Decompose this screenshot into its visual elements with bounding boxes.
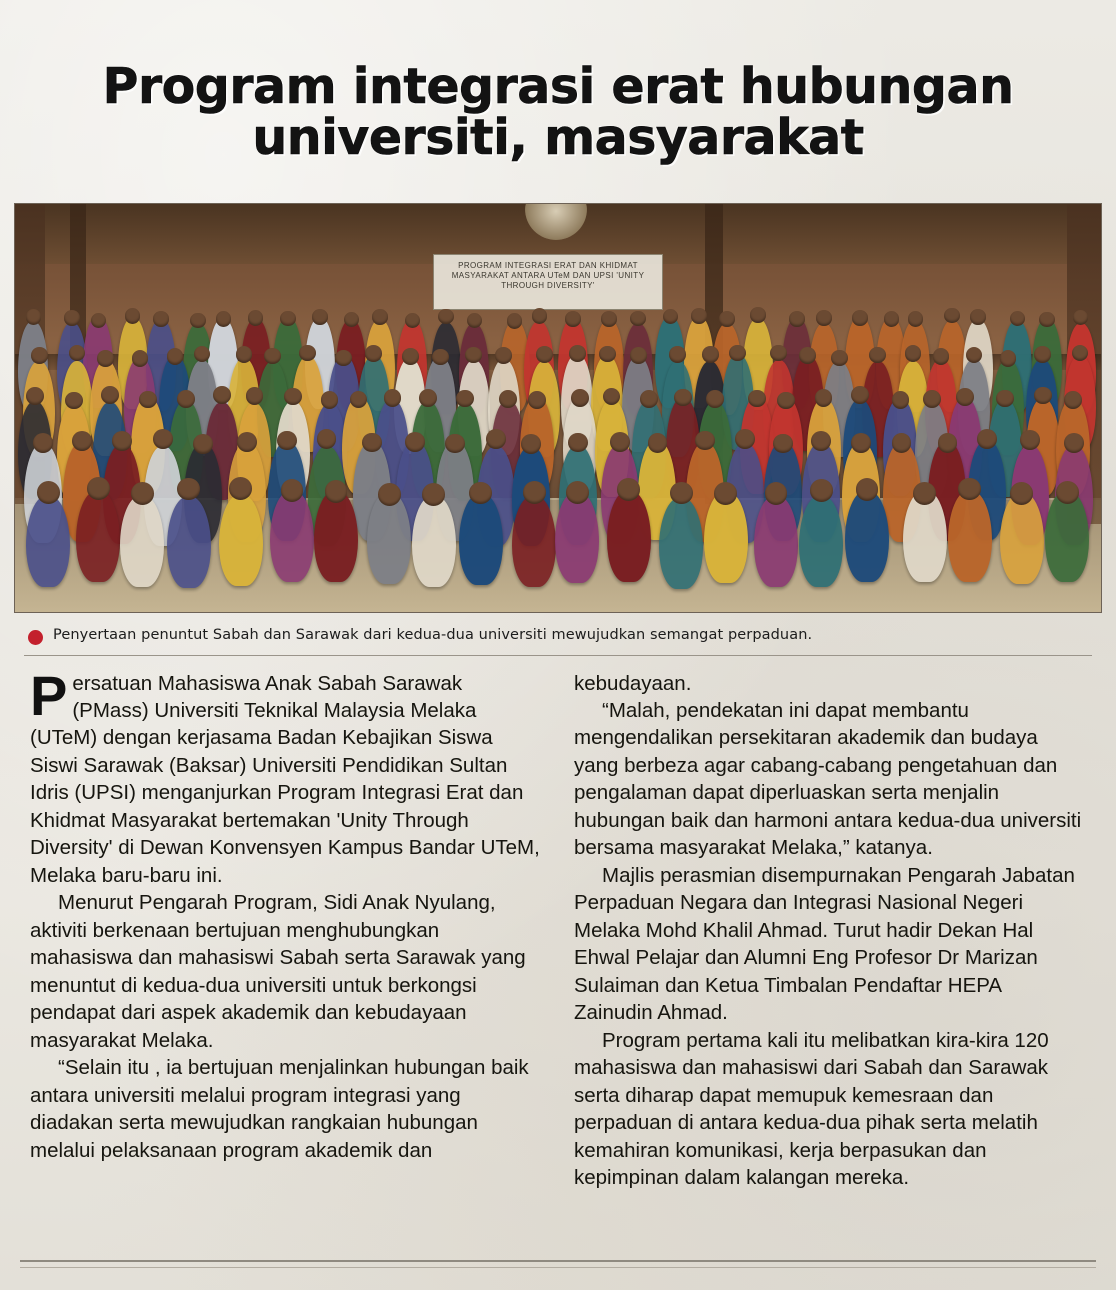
person-head bbox=[237, 432, 257, 452]
person-head bbox=[702, 346, 719, 363]
person-head bbox=[735, 429, 755, 449]
person-head bbox=[131, 482, 154, 505]
person-head bbox=[601, 311, 617, 327]
person-figure bbox=[754, 495, 798, 587]
person-head bbox=[31, 347, 48, 364]
person-figure bbox=[659, 497, 703, 589]
person-head bbox=[799, 347, 816, 364]
column-left bbox=[30, 663, 540, 1192]
person-figure bbox=[219, 494, 263, 586]
divider bbox=[24, 655, 1092, 656]
person-head bbox=[213, 386, 231, 404]
person-head bbox=[970, 309, 986, 325]
person-head bbox=[996, 390, 1014, 408]
person-head bbox=[750, 307, 766, 323]
person-head bbox=[944, 308, 960, 324]
person-figure bbox=[314, 490, 358, 582]
person-head bbox=[72, 431, 92, 451]
person-head bbox=[167, 348, 184, 365]
person-head bbox=[648, 433, 668, 453]
person-head bbox=[1034, 346, 1051, 363]
paragraph-text: ersatuan Mahasiswa Anak Sabah Sarawak (PMass) Universiti Teknikal Malaysia Melaka (UTeM) dengan kerjasama Badan Kebajikan Siswa Siswi Sarawak (Baksar) Universiti Pendidikan Sultan Idris (UPSI) menganjurkan Program Integrasi Erat dan Khidmat Masyarakat bertemakan 'Unity Through Diversity' di Dewan Konvensyen Kampus Bandar UTeM, Melaka baru-baru ini. bbox=[30, 671, 540, 887]
person-head bbox=[566, 481, 589, 504]
person-head bbox=[670, 482, 693, 505]
person-head bbox=[365, 345, 382, 362]
person-figure bbox=[167, 496, 211, 588]
person-head bbox=[465, 347, 482, 364]
person-figure bbox=[799, 495, 843, 587]
paragraph: “Malah, pendekatan ini dapat membantu mengendalikan persekitaran akademik dan budaya yang berbeza agar cabang-cabang pengetahuan dan pengalaman dapat diperluaskan serta menjalin hubungan baik dan harmoni antara kedua-dua universiti bersama masyarakat Melaka,” katanya. bbox=[574, 699, 1082, 860]
footer-divider-thin bbox=[20, 1267, 1096, 1268]
person-head bbox=[869, 347, 886, 364]
person-head bbox=[193, 434, 213, 454]
person-head bbox=[65, 392, 83, 410]
person-head bbox=[236, 346, 253, 363]
person-head bbox=[923, 390, 941, 408]
person-head bbox=[1064, 391, 1082, 409]
person-head bbox=[402, 348, 419, 365]
person-head bbox=[26, 387, 44, 405]
page-title bbox=[14, 43, 1102, 170]
person-head bbox=[568, 433, 588, 453]
person-head bbox=[640, 390, 658, 408]
person-head bbox=[190, 313, 206, 329]
paragraph: “Selain itu , ia bertujuan menjalinkan hubungan baik antara universiti melalui program integrasi yang diadakan serta mewujudkan rangkaian hubungan melalui pelaksanaan program akademik dan bbox=[30, 1056, 529, 1162]
person-head bbox=[362, 433, 382, 453]
person-head bbox=[344, 312, 360, 328]
person-figure bbox=[367, 492, 411, 584]
person-head bbox=[432, 349, 449, 366]
footer-divider bbox=[20, 1260, 1096, 1262]
person-head bbox=[977, 429, 997, 449]
person-head bbox=[851, 386, 869, 404]
person-head bbox=[495, 347, 512, 364]
bullet-dot-icon bbox=[28, 630, 43, 645]
event-banner: PROGRAM INTEGRASI ERAT DAN KHIDMAT MASYARAKAT ANTARA UTeM DAN UPSI 'UNITY THROUGH DIVERSITY' bbox=[433, 254, 663, 310]
person-head bbox=[438, 309, 454, 325]
person-head bbox=[956, 388, 974, 406]
person-head bbox=[569, 345, 586, 362]
person-head bbox=[153, 429, 173, 449]
person-head bbox=[913, 482, 936, 505]
person-figure bbox=[948, 490, 992, 582]
person-head bbox=[773, 434, 793, 454]
person-head bbox=[1039, 312, 1055, 328]
person-head bbox=[719, 311, 735, 327]
person-figure bbox=[270, 490, 314, 582]
photo-caption bbox=[28, 627, 1102, 645]
paragraph: kebudayaan. bbox=[574, 671, 692, 695]
person-head bbox=[280, 311, 296, 327]
person-head bbox=[729, 345, 746, 362]
crowd-of-participants bbox=[15, 204, 1101, 612]
headline-line-1: Program integrasi erat hubungan bbox=[102, 57, 1014, 115]
person-head bbox=[64, 310, 80, 326]
paragraph: Menurut Pengarah Program, Sidi Anak Nyulang, aktiviti berkenaan bertujuan menghubungkan mahasiswa dan mahasiswi Sabah serta Sarawak yang menuntut di kedua-dua universiti untuk berkongsi pendapat dari aspek akademik dan kebudayaan masyarakat Melaka. bbox=[30, 891, 526, 1052]
person-head bbox=[101, 386, 119, 404]
person-figure bbox=[459, 493, 503, 585]
person-head bbox=[810, 479, 833, 502]
person-head bbox=[419, 389, 437, 407]
person-head bbox=[706, 390, 724, 408]
person-head bbox=[831, 350, 848, 367]
person-head bbox=[26, 309, 42, 325]
person-head bbox=[1064, 433, 1084, 453]
person-head bbox=[277, 431, 297, 451]
person-head bbox=[281, 479, 304, 502]
person-head bbox=[852, 310, 868, 326]
headline-line-2: universiti, masyarakat bbox=[252, 109, 864, 167]
person-head bbox=[139, 391, 157, 409]
drop-cap: P bbox=[30, 663, 68, 727]
article-photo bbox=[14, 203, 1102, 613]
person-head bbox=[499, 390, 517, 408]
person-head bbox=[521, 434, 541, 454]
person-head bbox=[528, 391, 546, 409]
person-head bbox=[216, 311, 232, 327]
person-head bbox=[1056, 481, 1079, 504]
person-head bbox=[856, 478, 879, 501]
person-head bbox=[691, 308, 707, 324]
person-head bbox=[1034, 387, 1052, 405]
person-head bbox=[630, 347, 647, 364]
person-head bbox=[132, 350, 149, 367]
person-figure bbox=[26, 495, 70, 587]
person-head bbox=[507, 313, 523, 329]
person-figure bbox=[845, 490, 889, 582]
person-head bbox=[378, 483, 401, 506]
person-head bbox=[97, 350, 114, 367]
person-figure bbox=[607, 490, 651, 582]
person-head bbox=[816, 310, 832, 326]
person-head bbox=[536, 346, 553, 363]
person-figure bbox=[555, 491, 599, 583]
person-head bbox=[1073, 310, 1089, 326]
person-head bbox=[571, 389, 589, 407]
person-head bbox=[405, 432, 425, 452]
person-head bbox=[422, 483, 445, 506]
person-head bbox=[565, 311, 581, 327]
person-head bbox=[789, 311, 805, 327]
paragraph bbox=[30, 663, 540, 890]
person-head bbox=[669, 346, 686, 363]
person-figure bbox=[1045, 490, 1089, 582]
person-head bbox=[312, 309, 328, 325]
paragraph: Program pertama kali itu melibatkan kira-kira 120 mahasiswa dan mahasiswi dari Sabah dan Sarawak serta diharap dapat memupuk kemesraan dan perpaduan di antara kedua-dua pihak serta melatih kemahiran komunikasi, kerja berpasukan dan kepimpinan dalam kalangan mereka. bbox=[574, 1028, 1049, 1189]
person-head bbox=[299, 345, 316, 362]
person-head bbox=[617, 478, 640, 501]
article-body bbox=[30, 663, 1090, 1192]
person-head bbox=[892, 433, 912, 453]
person-head bbox=[674, 389, 692, 407]
caption-text: Penyertaan penuntut Sabah dan Sarawak dari kedua-dua universiti mewujudkan semangat perpaduan. bbox=[53, 626, 813, 643]
person-head bbox=[384, 389, 402, 407]
person-head bbox=[811, 431, 831, 451]
person-head bbox=[532, 308, 548, 324]
person-head bbox=[610, 432, 630, 452]
person-head bbox=[37, 481, 60, 504]
person-head bbox=[851, 433, 871, 453]
photo-background bbox=[15, 204, 1101, 612]
person-figure bbox=[412, 495, 456, 587]
person-head bbox=[892, 391, 910, 409]
person-head bbox=[905, 345, 922, 362]
person-head bbox=[523, 481, 546, 504]
person-head bbox=[1020, 430, 1040, 450]
person-head bbox=[599, 346, 616, 363]
person-head bbox=[630, 311, 646, 327]
column-right bbox=[574, 670, 1084, 1192]
person-head bbox=[177, 390, 195, 408]
person-head bbox=[908, 311, 924, 327]
person-head bbox=[933, 348, 950, 365]
person-head bbox=[125, 308, 141, 324]
person-head bbox=[153, 311, 169, 327]
person-figure bbox=[76, 490, 120, 582]
paragraph: Majlis perasmian disempurnakan Pengarah Jabatan Perpaduan Negara dan Integrasi Nasional Negeri Melaka Mohd Khalil Ahmad. Turut hadir Dekan Hal Ehwal Pelajar dan Alumni Eng Profesor Dr Marizan Sulaiman dan Ketua Timbalan Pendaftar HEPA Zainudin Ahmad. bbox=[574, 863, 1075, 1025]
person-head bbox=[372, 309, 388, 325]
person-head bbox=[884, 311, 900, 327]
person-head bbox=[87, 477, 110, 500]
article-clipping bbox=[14, 10, 1102, 1272]
person-figure bbox=[1000, 492, 1044, 584]
person-head bbox=[777, 392, 795, 410]
